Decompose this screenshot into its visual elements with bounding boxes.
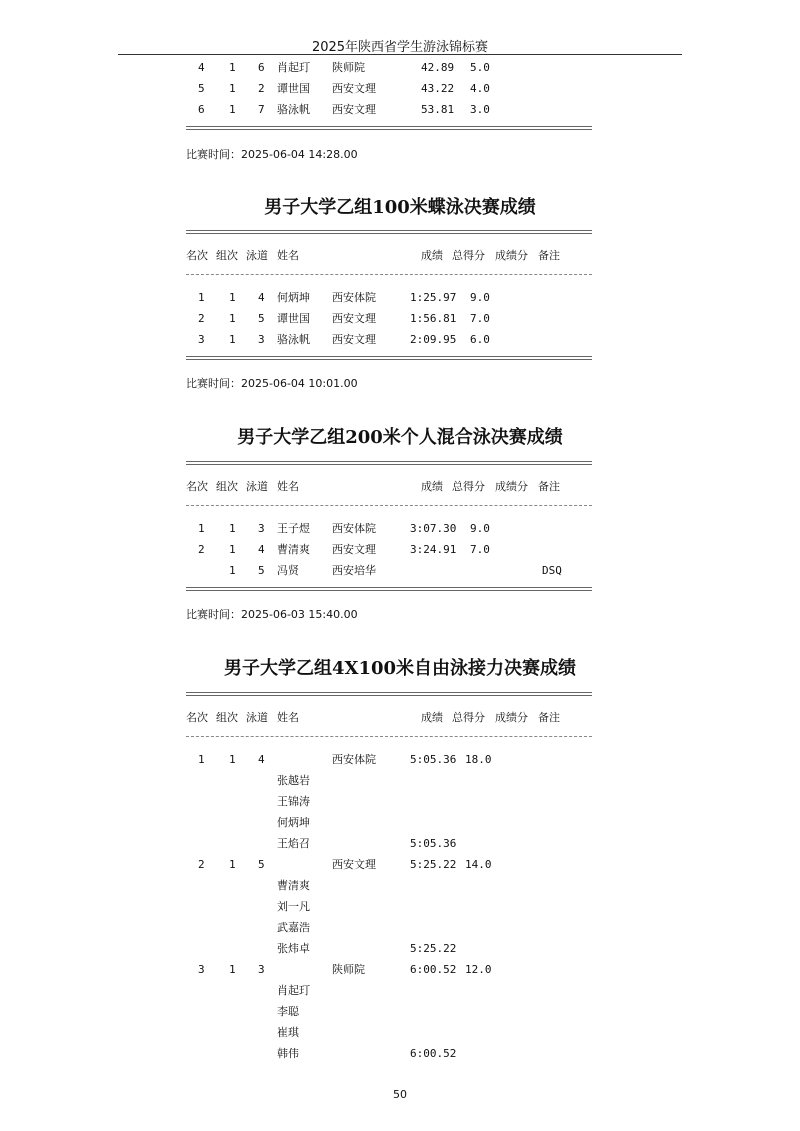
group-cell: 1 [229, 333, 236, 346]
event-title: 男子大学乙组100米蝶泳决赛成绩 [264, 197, 536, 218]
header-divider [186, 736, 592, 737]
name-cell: 骆泳帆 [277, 333, 310, 346]
rank-cell: 2 [198, 858, 205, 871]
rank-cell: 3 [198, 333, 205, 346]
lane-cell: 7 [258, 103, 265, 116]
note-cell: DSQ [542, 564, 562, 577]
rank-cell: 2 [198, 543, 205, 556]
col-result: 成绩 [421, 480, 443, 493]
group-cell: 1 [229, 753, 236, 766]
col-group: 组次 [216, 711, 238, 724]
col-score: 成绩分 [495, 480, 528, 493]
relay-member: 何炳坤 [277, 816, 310, 829]
relay-member: 刘一凡 [277, 900, 310, 913]
col-result: 成绩 [421, 711, 443, 724]
points-cell: 12.0 [465, 963, 492, 976]
table-bottom-rule [186, 587, 592, 591]
result-cell: 3:07.30 [410, 522, 457, 535]
result-cell: 43.22 [421, 82, 455, 95]
col-rank: 名次 [186, 249, 208, 262]
lane-cell: 5 [258, 858, 265, 871]
result-cell: 1:56.81 [410, 312, 457, 325]
points-cell: 9.0 [470, 522, 490, 535]
result-cell: 5:05.36 [410, 753, 457, 766]
lane-cell: 4 [258, 543, 265, 556]
col-score: 成绩分 [495, 249, 528, 262]
unit-cell: 西安培华 [332, 564, 376, 577]
unit-cell: 西安体院 [332, 522, 376, 535]
header-divider [186, 505, 592, 506]
group-cell: 1 [229, 564, 236, 577]
lane-cell: 5 [258, 312, 265, 325]
table-top-rule [186, 230, 592, 234]
result-cell: 6:00.52 [410, 963, 457, 976]
col-name: 姓名 [277, 711, 299, 724]
col-note: 备注 [538, 711, 560, 724]
name-cell: 骆泳帆 [277, 103, 310, 116]
col-name: 姓名 [277, 480, 299, 493]
relay-member: 曹清爽 [277, 879, 310, 892]
page-number: 50 [393, 1088, 407, 1101]
final-split: 5:25.22 [410, 942, 457, 955]
rank-cell: 5 [198, 82, 205, 95]
relay-member: 王锦涛 [277, 795, 310, 808]
col-total: 总得分 [452, 480, 485, 493]
relay-member: 肖起玎 [277, 984, 310, 997]
group-cell: 1 [229, 312, 236, 325]
unit-cell: 西安文理 [332, 858, 376, 871]
header-divider [186, 274, 592, 275]
col-rank: 名次 [186, 711, 208, 724]
unit-cell: 西安体院 [332, 753, 376, 766]
event-title: 男子大学乙组4X100米自由泳接力决赛成绩 [223, 658, 577, 679]
points-cell: 9.0 [470, 291, 490, 304]
match-time: 比赛时间：2025-06-04 10:01.00 [186, 377, 358, 390]
final-split: 5:05.36 [410, 837, 457, 850]
col-group: 组次 [216, 249, 238, 262]
col-note: 备注 [538, 249, 560, 262]
points-cell: 18.0 [465, 753, 492, 766]
lane-cell: 4 [258, 753, 265, 766]
page-header-title: 2025年陕西省学生游泳锦标赛 [311, 40, 489, 55]
group-cell: 1 [229, 963, 236, 976]
points-cell: 5.0 [470, 61, 490, 74]
relay-member: 王焰召 [277, 837, 310, 850]
unit-cell: 西安文理 [332, 543, 376, 556]
final-split: 6:00.52 [410, 1047, 457, 1060]
name-cell: 肖起玎 [277, 61, 310, 74]
name-cell: 冯贤 [277, 564, 299, 577]
result-cell: 3:24.91 [410, 543, 457, 556]
relay-member: 韩伟 [277, 1047, 299, 1060]
unit-cell: 西安体院 [332, 291, 376, 304]
unit-cell: 西安文理 [332, 312, 376, 325]
points-cell: 6.0 [470, 333, 490, 346]
result-cell: 53.81 [421, 103, 455, 116]
match-time: 比赛时间：2025-06-04 14:28.00 [186, 148, 358, 161]
rank-cell: 1 [198, 291, 205, 304]
col-lane: 泳道 [246, 711, 268, 724]
name-cell: 何炳坤 [277, 291, 310, 304]
col-group: 组次 [216, 480, 238, 493]
rank-cell: 6 [198, 103, 205, 116]
relay-member: 李聪 [277, 1005, 299, 1018]
table-top-rule [186, 461, 592, 465]
col-note: 备注 [538, 480, 560, 493]
lane-cell: 2 [258, 82, 265, 95]
match-time: 比赛时间：2025-06-03 15:40.00 [186, 608, 358, 621]
points-cell: 4.0 [470, 82, 490, 95]
name-cell: 王子煜 [277, 522, 310, 535]
rank-cell: 2 [198, 312, 205, 325]
group-cell: 1 [229, 522, 236, 535]
table-bottom-rule [186, 356, 592, 360]
lane-cell: 4 [258, 291, 265, 304]
result-cell: 5:25.22 [410, 858, 457, 871]
unit-cell: 陕师院 [332, 963, 365, 976]
col-rank: 名次 [186, 480, 208, 493]
rank-cell: 1 [198, 753, 205, 766]
result-cell: 1:25.97 [410, 291, 457, 304]
relay-member: 武嘉浩 [277, 921, 310, 934]
group-cell: 1 [229, 103, 236, 116]
group-cell: 1 [229, 858, 236, 871]
table-bottom-rule [186, 126, 592, 130]
unit-cell: 西安文理 [332, 103, 376, 116]
group-cell: 1 [229, 82, 236, 95]
group-cell: 1 [229, 291, 236, 304]
col-lane: 泳道 [246, 480, 268, 493]
result-cell: 42.89 [421, 61, 455, 74]
points-cell: 3.0 [470, 103, 490, 116]
unit-cell: 陕师院 [332, 61, 365, 74]
name-cell: 谭世国 [277, 82, 310, 95]
lane-cell: 3 [258, 333, 265, 346]
name-cell: 谭世国 [277, 312, 310, 325]
col-total: 总得分 [452, 249, 485, 262]
lane-cell: 3 [258, 522, 265, 535]
header-rule [118, 54, 682, 55]
event-title: 男子大学乙组200米个人混合泳决赛成绩 [237, 427, 563, 448]
relay-member: 张越岩 [277, 774, 310, 787]
col-total: 总得分 [452, 711, 485, 724]
col-name: 姓名 [277, 249, 299, 262]
lane-cell: 3 [258, 963, 265, 976]
rank-cell: 4 [198, 61, 205, 74]
points-cell: 7.0 [470, 543, 490, 556]
group-cell: 1 [229, 61, 236, 74]
col-result: 成绩 [421, 249, 443, 262]
col-lane: 泳道 [246, 249, 268, 262]
points-cell: 7.0 [470, 312, 490, 325]
lane-cell: 5 [258, 564, 265, 577]
result-cell: 2:09.95 [410, 333, 457, 346]
points-cell: 14.0 [465, 858, 492, 871]
table-top-rule [186, 692, 592, 696]
unit-cell: 西安文理 [332, 333, 376, 346]
lane-cell: 6 [258, 61, 265, 74]
rank-cell: 1 [198, 522, 205, 535]
relay-member: 崔琪 [277, 1026, 299, 1039]
name-cell: 曹清爽 [277, 543, 310, 556]
rank-cell: 3 [198, 963, 205, 976]
unit-cell: 西安文理 [332, 82, 376, 95]
group-cell: 1 [229, 543, 236, 556]
col-score: 成绩分 [495, 711, 528, 724]
relay-member: 张炜卓 [277, 942, 310, 955]
